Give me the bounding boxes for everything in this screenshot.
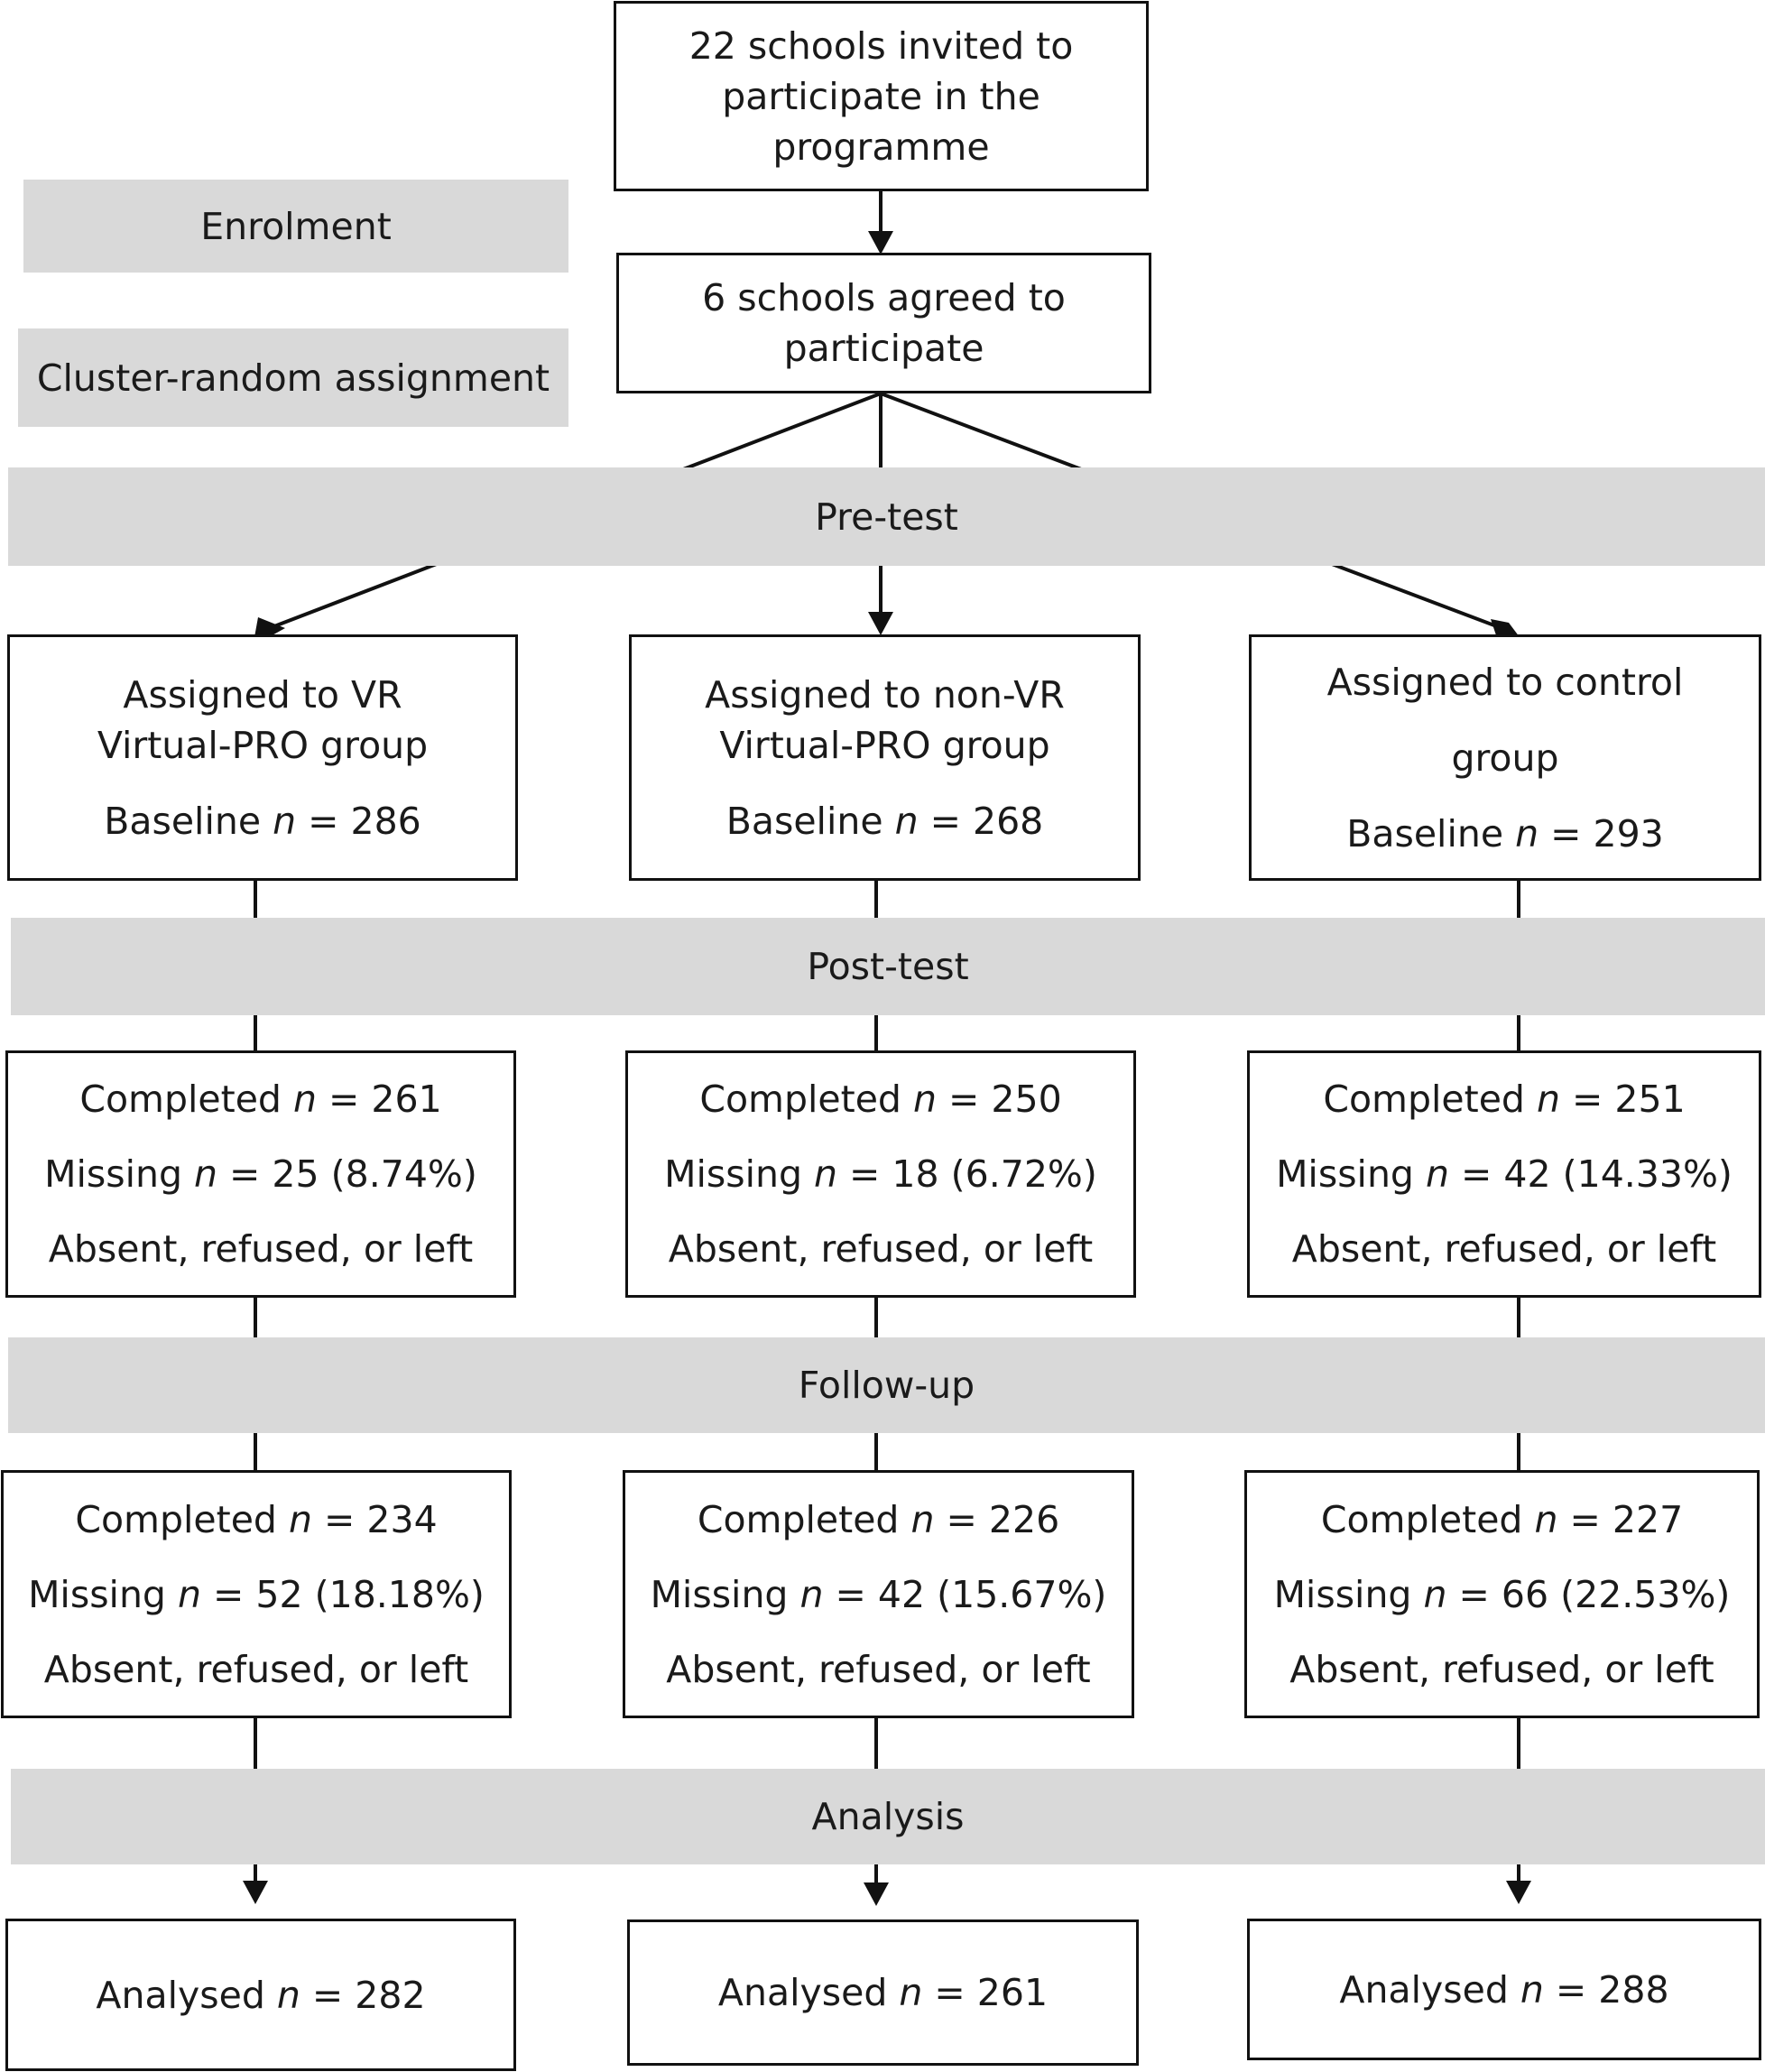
- arrowhead-analysed-vr: [243, 1881, 268, 1904]
- control-group-box: [1249, 634, 1761, 881]
- vr-analysed: Analysed n = 282: [96, 1973, 426, 2017]
- nonvr-group-box: [629, 634, 1141, 881]
- nonvr-post-missing: Missing n = 18 (6.72%): [664, 1152, 1097, 1196]
- invited-box: [614, 1, 1149, 191]
- invited-line-3: programme: [772, 125, 990, 169]
- control-analysed: Analysed n = 288: [1339, 1967, 1669, 2012]
- nonvr-analysed-box: [627, 1919, 1139, 2066]
- nonvr-followup-box: [623, 1470, 1134, 1718]
- control-post-completed: Completed n = 251: [1323, 1078, 1686, 1121]
- nonvr-title-line-2: Virtual-PRO group: [719, 723, 1050, 767]
- control-title-line-2: group: [1451, 735, 1559, 780]
- stage-analysis: Analysis: [11, 1769, 1765, 1864]
- nonvr-follow-completed: Completed n = 226: [697, 1497, 1060, 1541]
- invited-line-2: participate in the: [722, 74, 1040, 118]
- vr-followup-box: [1, 1470, 512, 1718]
- nonvr-follow-missing: Missing n = 42 (15.67%): [650, 1572, 1107, 1616]
- vr-title-line-2: Virtual-PRO group: [97, 723, 429, 767]
- vr-baseline: Baseline n = 286: [104, 799, 421, 843]
- arrowhead-analysed-control: [1506, 1881, 1531, 1904]
- vr-follow-completed: Completed n = 234: [75, 1497, 438, 1541]
- control-post-reason: Absent, refused, or left: [1291, 1227, 1717, 1271]
- nonvr-title-line-1: Assigned to non-VR: [705, 672, 1065, 717]
- control-posttest-box: [1247, 1050, 1761, 1298]
- vr-title-line-1: Assigned to VR: [123, 672, 402, 717]
- vr-post-reason: Absent, refused, or left: [48, 1227, 474, 1271]
- control-follow-reason: Absent, refused, or left: [1289, 1647, 1714, 1691]
- agreed-box: [616, 253, 1151, 393]
- nonvr-post-completed: Completed n = 250: [699, 1078, 1062, 1121]
- stage-enrolment: Enrolment: [23, 180, 568, 273]
- stage-pretest: Pre-test: [8, 467, 1765, 566]
- stage-followup: Follow-up: [8, 1337, 1765, 1433]
- vr-analysed-box: [5, 1919, 516, 2071]
- nonvr-post-reason: Absent, refused, or left: [668, 1227, 1094, 1271]
- vr-posttest-box: [5, 1050, 516, 1298]
- stage-assignment: Cluster-random assignment: [18, 328, 568, 427]
- stage-posttest: Post-test: [11, 918, 1765, 1015]
- agreed-line-2: participate: [783, 327, 984, 370]
- agreed-line-1: 6 schools agreed to: [702, 276, 1066, 319]
- control-follow-missing: Missing n = 66 (22.53%): [1273, 1572, 1731, 1616]
- vr-post-missing: Missing n = 25 (8.74%): [44, 1152, 477, 1196]
- invited-line-1: 22 schools invited to: [688, 23, 1074, 68]
- nonvr-baseline: Baseline n = 268: [725, 799, 1044, 843]
- control-post-missing: Missing n = 42 (14.33%): [1276, 1152, 1733, 1196]
- nonvr-analysed: Analysed n = 261: [717, 1971, 1049, 2014]
- nonvr-posttest-box: [625, 1050, 1136, 1298]
- vr-post-completed: Completed n = 261: [79, 1078, 442, 1121]
- control-follow-completed: Completed n = 227: [1320, 1497, 1684, 1541]
- arrowhead-analysed-nonvr: [864, 1882, 889, 1906]
- control-baseline: Baseline n = 293: [1346, 811, 1664, 856]
- control-followup-box: [1244, 1470, 1760, 1718]
- vr-follow-reason: Absent, refused, or left: [43, 1647, 469, 1691]
- control-analysed-box: [1247, 1919, 1761, 2060]
- vr-group-box: [7, 634, 518, 881]
- nonvr-follow-reason: Absent, refused, or left: [666, 1647, 1091, 1691]
- vr-follow-missing: Missing n = 52 (18.18%): [28, 1572, 485, 1616]
- arrowhead-nonvr: [868, 612, 893, 635]
- control-title-line-1: Assigned to control: [1326, 660, 1684, 704]
- arrowhead-agreed: [868, 231, 893, 254]
